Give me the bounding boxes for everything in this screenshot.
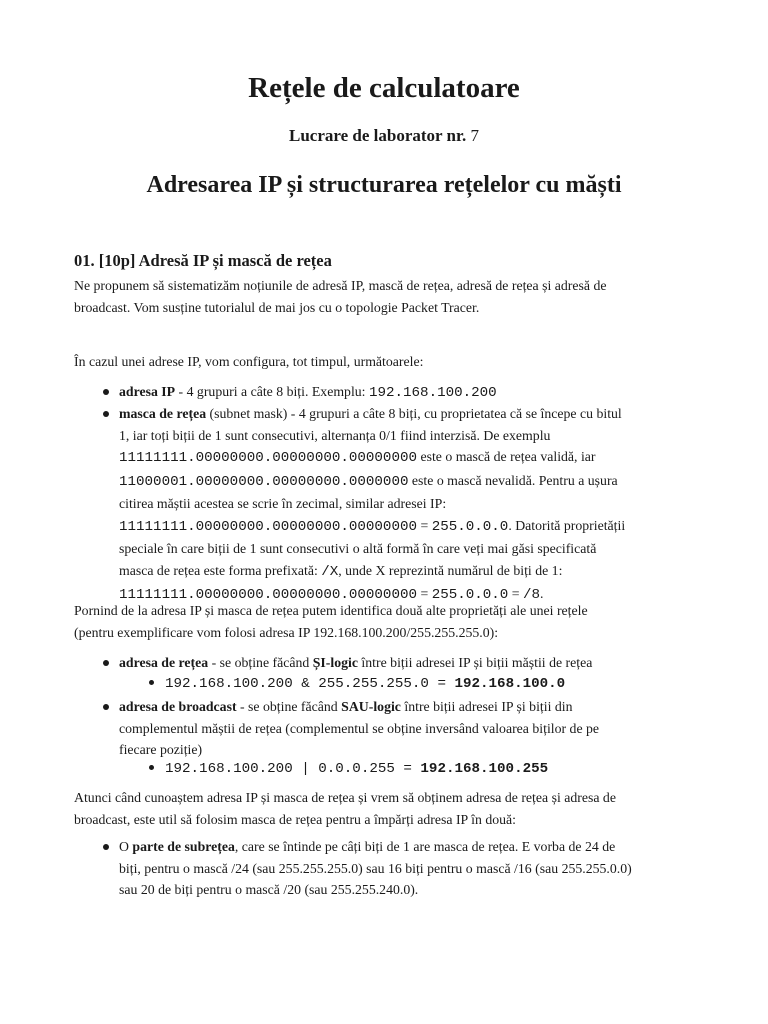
mask-decimal: 255.0.0.0	[431, 518, 509, 535]
intro-line: Ne propunem să sistematizăm noțiunile de adresă IP, mască de rețea, adresă de rețea și adresă de	[74, 278, 607, 293]
list-item-broadcast-address: adresa de broadcast - se obține făcând SAU-logic între biții adresei IP și biții din complementul măștii de rețea (complementul se obține inversând valoarea biților de pe fiecare poziție)	[119, 699, 600, 757]
mask-binary: 11111111.00000000.00000000.00000000	[119, 587, 417, 603]
bullet-icon	[103, 704, 109, 710]
lab-number: 7	[470, 126, 479, 145]
bullet-icon	[103, 660, 109, 666]
list-item-ip: adresa IP - 4 grupuri a câte 8 biți. Exemplu: 192.168.100.200	[119, 384, 497, 401]
network-calc: 192.168.100.200 & 255.255.255.0 = 192.168.100.0	[165, 676, 566, 692]
mask-decimal: 255.0.0.0	[431, 587, 509, 603]
list-item-mask: masca de rețea (subnet mask) - 4 grupuri a câte 8 biți, cu proprietatea că se începe cu bitul 1, iar toți biții de 1 sunt consecutivi, alternanța 0/1 fiind interzisă. De exemplu 11111111.00000000.00000000.00000000 este o mască de rețea validă, iar 11000001.00000000.00000000.0000000 este o mască nevalidă. Pentru a ușura citirea măștii acestea se scrie în zecimal, similar adresei IP: 11111111.00000000.00000000.00000000 = 255.0.0.0. Datorită proprietății speciale în care biții de 1 sunt consecutivi o altă formă în care veți mai găsi specificată masca de rețea este forma prefixată: /X, unde X reprezintă numărul de biți de 1: 11111111.00000000.00000000.00000000 = 255.0.0.0 = /8.	[119, 406, 626, 603]
sub-bullet-icon	[149, 680, 154, 685]
document-title: Rețele de calculatoare	[248, 72, 520, 104]
network-address-result: 192.168.100.0	[454, 676, 566, 692]
broadcast-calc: 192.168.100.200 | 0.0.0.255 = 192.168.100.255	[165, 761, 549, 777]
lab-topic: Adresarea IP și structurarea rețelelor cu măști	[146, 172, 622, 198]
invalid-mask-binary: 11000001.00000000.00000000.0000000	[119, 473, 409, 490]
intro-line: broadcast. Vom susține tutorialul de mai jos cu o topologie Packet Tracer.	[74, 299, 480, 315]
lab-subtitle	[0, 124, 768, 148]
list-item-network-address: adresa de rețea - se obține făcând ȘI-logic între biții adresei IP și biții măștii de rețea	[119, 655, 593, 670]
intro-paragraph	[74, 275, 699, 318]
lab-label: Lucrare de laborator nr.	[289, 126, 467, 145]
config-intro: În cazul unei adrese IP, vom configura, tot timpul, următoarele:	[74, 354, 424, 369]
bullet-icon	[103, 844, 109, 850]
list-item-subnet-part: O parte de subrețea, care se întinde pe câți biți de 1 are masca de rețea. E vorba de 24 de biți, pentru o mască /24 (sau 255.255.255.0) sau 16 biți pentru o mască /16 (sau 255.255.0.0) sau 20 de biți pentru o mască /20 (sau 255.255.240.0).	[119, 839, 632, 897]
mask-binary: 11111111.00000000.00000000.00000000	[119, 518, 417, 535]
prefix-form: /X	[321, 563, 339, 580]
split-paragraph: Atunci când cunoaștem adresa IP și masca de rețea și vrem să obținem adresa de rețea și adresa de broadcast, este util să folosim masca de rețea pentru a împărți adresa IP în două:	[74, 790, 616, 827]
bullet-icon	[103, 411, 109, 417]
section-heading: 01. [10p] Adresă IP și mască de rețea	[74, 251, 332, 270]
derive-paragraph: Pornind de la adresa IP și masca de rețea putem identifica două alte proprietăți ale unei rețele (pentru exemplificare vom folosi adresa IP 192.168.100.200/255.255.255.0):	[74, 603, 588, 640]
term-network-address: adresa de rețea	[119, 655, 209, 670]
term-ip-address: adresa IP	[119, 384, 176, 399]
sub-bullet-icon	[149, 765, 154, 770]
valid-mask-binary: 11111111.00000000.00000000.00000000	[119, 450, 417, 466]
term-broadcast-address: adresa de broadcast	[119, 699, 237, 714]
mask-prefix: /8	[523, 587, 541, 603]
ip-example: 192.168.100.200	[368, 385, 497, 401]
bullet-icon	[103, 389, 109, 395]
term-subnet-mask: masca de rețea	[119, 406, 207, 421]
term-subnet-part: parte de subrețea	[132, 839, 235, 854]
broadcast-address-result: 192.168.100.255	[420, 761, 549, 777]
